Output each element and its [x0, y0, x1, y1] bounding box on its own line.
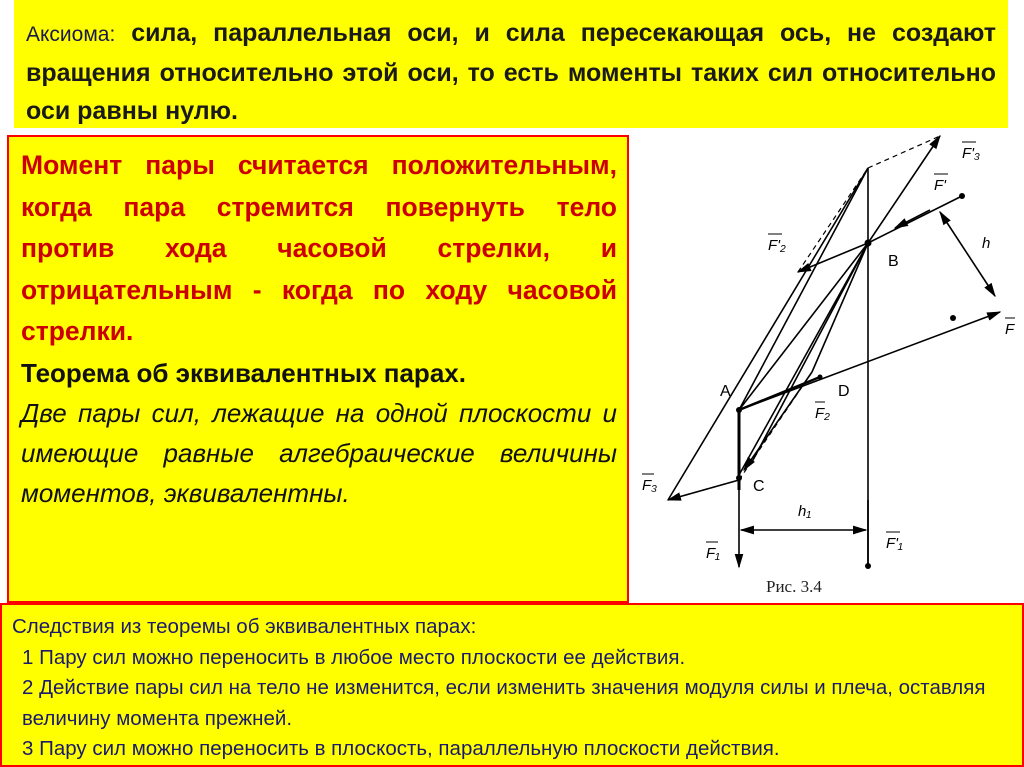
theorem-title: Теорема об эквивалентных парах. [21, 357, 466, 388]
label-h1: h₁ [798, 503, 812, 520]
dimension-h [940, 212, 995, 296]
label-f1-prime: F'₁ [886, 535, 903, 552]
axiom-block [14, 0, 1008, 128]
label-f: F [1005, 321, 1015, 338]
moment-block [7, 135, 629, 603]
force-f-line [739, 312, 1000, 410]
label-f1: F₁ [706, 545, 720, 562]
force-f-prime-line [868, 196, 962, 243]
axiom-text: сила, параллельная оси, и сила пересекающая ось, не создают вращения относительно этой оси, то есть моменты таких сил относительно оси равны нулю. [26, 19, 996, 125]
corollary-item: 3 Пару сил можно переносить в плоскость, параллельную плоскости действия. [22, 737, 780, 760]
label-a: A [720, 383, 731, 400]
point-b [865, 240, 872, 247]
corollary-block [0, 603, 1024, 767]
corollary-item: 1 Пару сил можно переносить в любое место плоскости ее действия. [22, 645, 686, 669]
point-d [818, 375, 823, 380]
force-pairs-diagram [640, 132, 1024, 610]
line-f3-up [668, 168, 868, 500]
label-b: B [888, 253, 899, 270]
point-f-dot [950, 315, 956, 321]
point-a [736, 407, 742, 413]
label-f2: F₂ [815, 405, 830, 422]
figure-caption: Рис. 3.4 [766, 577, 822, 596]
point-f-prime-dot [959, 193, 965, 199]
force-f-prime-arrow [895, 210, 930, 228]
label-f3: F₃ [642, 477, 658, 494]
moment-sign-rule: Момент пары считается положительным, когда пара стремится повернуть тело против хода часовой стрелки, и отрицательным - когда по ходу часовой стрелки. [21, 150, 617, 346]
axiom-lead: Аксиома: [26, 23, 116, 46]
corollary-item: 2 Действие пары сил на тело не изменится, если изменить значения модуля силы и плеча, оставляя величину момента прежней. [22, 676, 986, 730]
point-c [736, 475, 742, 481]
label-f-prime: F' [934, 177, 947, 194]
label-c: C [753, 478, 765, 495]
label-d: D [838, 383, 850, 400]
label-h: h [982, 235, 991, 252]
theorem-text: Две пары сил, лежащие на одной плоскости и имеющие равные алгебраические величины моментов, эквивалентны. [21, 397, 617, 508]
point-bottom [865, 563, 871, 569]
line-b-c-1 [739, 243, 868, 475]
label-f2-prime: F'₂ [768, 237, 786, 254]
label-f3-prime: F'₃ [962, 145, 980, 162]
corollary-title: Следствия из теоремы об эквивалентных парах: [12, 615, 477, 638]
